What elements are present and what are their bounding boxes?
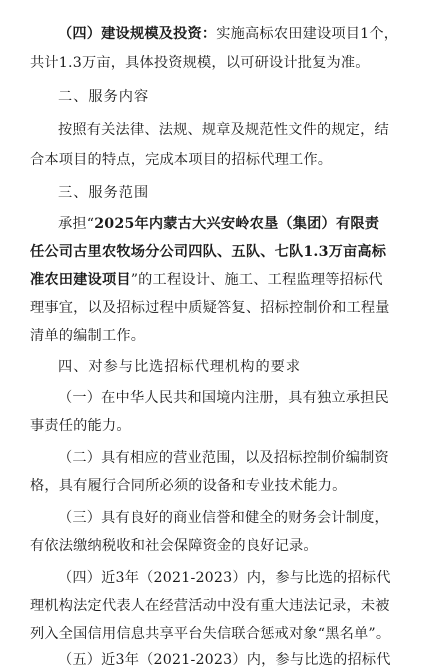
paragraph-line-20 <box>30 596 407 616</box>
line-text: （一）在中华人民共和国境内注册，具有独立承担民 <box>58 390 389 406</box>
paragraph-line-22 <box>58 650 407 670</box>
paragraph-line-18 <box>30 536 407 556</box>
project-name-bold: 任公司古里农牧场分公司四队、五队、七队1.3万亩高标 <box>30 244 387 260</box>
paragraph-line-19 <box>58 568 407 588</box>
line-text: （五）近3年（2021-2023）内，参与比选的招标代 <box>58 652 391 668</box>
paragraph-line-13 <box>58 388 407 408</box>
heading-text: 二、服务内容 <box>58 89 150 105</box>
project-name-bold: 准农田建设项目 <box>30 272 131 288</box>
paragraph-line-9 <box>30 270 407 290</box>
paragraph-line-14 <box>30 416 407 436</box>
line-text: 共计1.3万亩，具体投资规模，以可研设计批复为准。 <box>30 55 370 71</box>
paragraph-line-2 <box>30 53 407 73</box>
line-text: 事责任的能力。 <box>30 418 131 434</box>
paragraph-line-10 <box>30 298 407 318</box>
paragraph-line-8 <box>30 242 407 262</box>
heading-text: 三、服务范围 <box>58 185 150 201</box>
line-text: 合本项目的特点，完成本项目的招标代理工作。 <box>30 152 333 168</box>
heading-text: 四、对参与比选招标代理机构的要求 <box>58 359 302 375</box>
line-text: 清单的编制工作。 <box>30 328 146 344</box>
paragraph-line-5 <box>30 150 407 170</box>
line-text: 理机构法定代表人在经营活动中没有重大违法记录，未被 <box>30 598 390 614</box>
section-heading-requirements <box>58 357 407 377</box>
section-heading-service-content <box>58 87 407 107</box>
paragraph-line-21 <box>30 624 407 644</box>
paragraph-line-16 <box>30 476 407 496</box>
line-text: 格，具有履行合同所必须的设备和专业技术能力。 <box>30 478 347 494</box>
project-name-bold: 2025年内蒙古大兴安岭农垦（集团）有限责 <box>94 216 380 232</box>
line-text: 有依法缴纳税收和社会保障资金的良好记录。 <box>30 538 318 554</box>
line-text: ”的工程设计、施工、工程监理等招标代 <box>130 272 383 288</box>
line-text: 按照有关法律、法规、规章及规范性文件的规定，结 <box>58 122 389 138</box>
line-prefix: 承担“ <box>58 216 95 232</box>
line-text: 列入全国信用信息共享平台失信联合惩戒对象“黑名单”。 <box>30 626 391 642</box>
line-text: （二）具有相应的营业范围，以及招标控制价编制资 <box>58 450 389 466</box>
line-text: 理事宜，以及招标过程中质疑答复、招标控制价和工程量 <box>30 300 390 316</box>
line-text: （四）近3年（2021-2023）内，参与比选的招标代 <box>58 570 391 586</box>
paragraph-line-1 <box>58 24 407 44</box>
paragraph-line-17 <box>58 508 407 528</box>
section-heading-service-scope <box>58 183 407 203</box>
line-text: （三）具有良好的商业信誉和健全的财务会计制度， <box>58 510 389 526</box>
paragraph-line-11 <box>30 326 407 346</box>
paragraph-line-4 <box>58 120 407 140</box>
section-4-heading: （四）建设规模及投资： <box>58 26 217 42</box>
line-text: 实施高标农田建设项目1个， <box>216 26 399 42</box>
paragraph-line-15 <box>58 448 407 468</box>
paragraph-line-7 <box>58 214 407 234</box>
